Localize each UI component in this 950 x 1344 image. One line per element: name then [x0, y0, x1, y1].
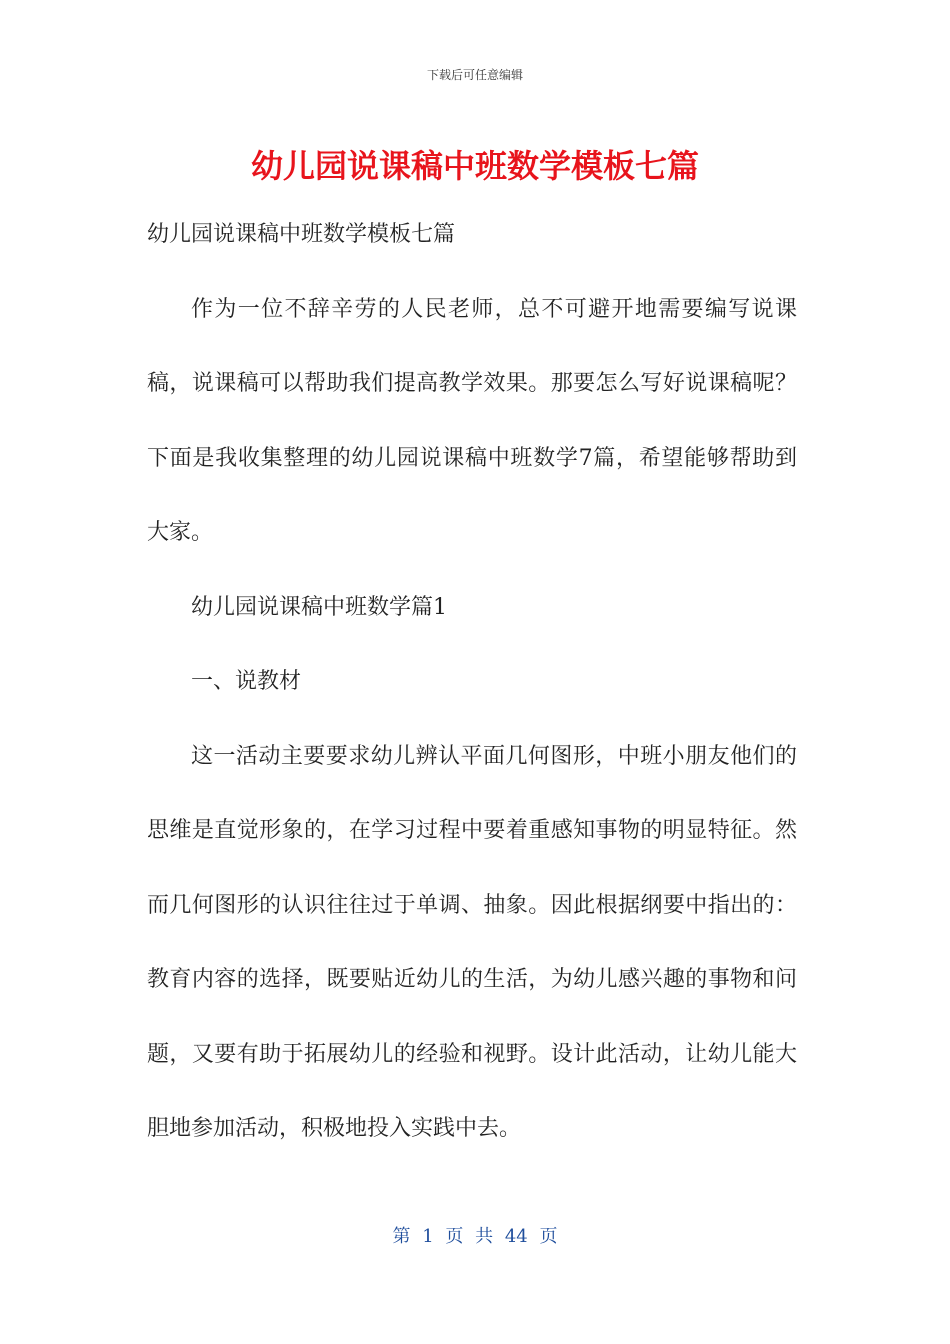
section-heading: 幼儿园说课稿中班数学篇1 [191, 594, 447, 620]
page-number: 第 1 页 共 44 页 [392, 1226, 558, 1247]
document-title: 幼儿园说课稿中班数学模板七篇 [250, 147, 699, 185]
document-body [147, 198, 797, 1167]
subtitle-paragraph: 幼儿园说课稿中班数学模板七篇 [147, 222, 456, 247]
header-note: 下载后可任意编辑 [426, 68, 523, 82]
subsection-heading: 一、说教材 [191, 669, 302, 694]
intro-paragraph: 作为一位不辞辛劳的人民老师，总不可避开地需要编写说课稿，说课稿可以帮助我们提高教学效果。那要怎么写好说课稿呢？下面是我收集整理的幼儿园说课稿中班数学7篇，希望能够帮助到大家。 [147, 296, 797, 545]
body-paragraph: 这一活动主要要求幼儿辨认平面几何图形，中班小朋友他们的思维是直觉形象的，在学习过程中要着重感知事物的明显特征。然而几何图形的认识往往过于单调、抽象。因此根据纲要中指出的：教育内容的选择，既要贴近幼儿的生活，为幼儿感兴趣的事物和问题，又要有助于拓展幼儿的经验和视野。设计此活动，让幼儿能大胆地参加活动，积极地投入实践中去。 [147, 743, 797, 1141]
